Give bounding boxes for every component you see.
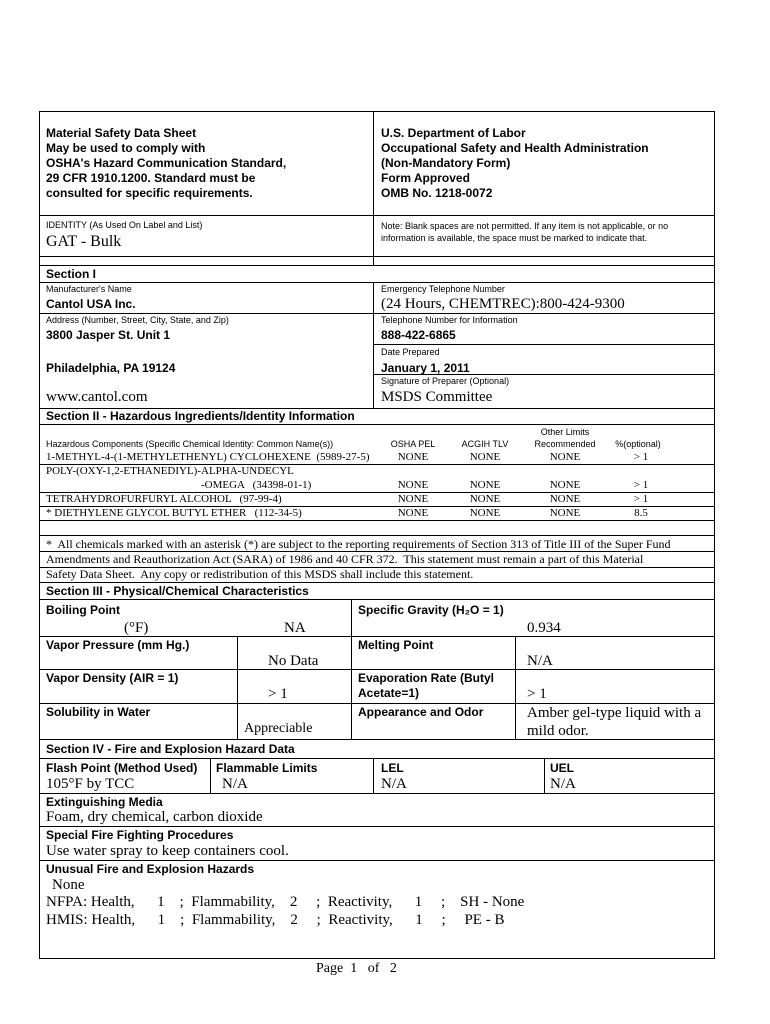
col-other: Recommended bbox=[534, 439, 596, 449]
header-left-line: 29 CFR 1910.1200. Standard must be bbox=[46, 171, 256, 185]
website-value: www.cantol.com bbox=[46, 389, 148, 405]
header-right-line: Occupational Safety and Health Administration bbox=[381, 141, 649, 155]
flash-point-label: Flash Point (Method Used) bbox=[46, 761, 198, 775]
pct-value: > 1 bbox=[633, 451, 649, 463]
specific-gravity-label: Specific Gravity (H₂O = 1) bbox=[358, 603, 504, 617]
nfpa-rating-line: NFPA: Health, 1 ; Flammability, 2 ; Reactivity, 1 ; SH - None bbox=[46, 894, 525, 910]
other-value: NONE bbox=[549, 493, 581, 505]
column-divider bbox=[544, 758, 545, 793]
header-right bbox=[381, 126, 711, 201]
rule bbox=[39, 313, 714, 314]
flammable-limits-value: N/A bbox=[222, 776, 248, 792]
page-number: Page 1 of 2 bbox=[316, 961, 397, 976]
sara-note-line: * All chemicals marked with an asterisk (*) are subject to the reporting requirements of Section 313 of Title III of the Super Fund bbox=[46, 537, 671, 551]
address-line-2: Philadelphia, PA 19124 bbox=[46, 361, 176, 375]
rule bbox=[39, 860, 714, 861]
column-divider bbox=[373, 282, 374, 408]
flammable-limits-label: Flammable Limits bbox=[216, 761, 318, 775]
date-label: Date Prepared bbox=[381, 347, 440, 357]
col-osha: OSHA PEL bbox=[390, 439, 436, 449]
lel-label: LEL bbox=[381, 761, 404, 775]
header-divider bbox=[373, 111, 374, 266]
rule bbox=[39, 582, 714, 583]
column-divider bbox=[373, 758, 374, 793]
osha-value: NONE bbox=[397, 507, 429, 519]
pct-value: > 1 bbox=[633, 493, 649, 505]
solubility-label: Solubility in Water bbox=[46, 705, 151, 719]
component-name: 1-METHYL-4-(1-METHYLETHENYL) CYCLOHEXENE (5989-27-5) bbox=[46, 451, 370, 463]
appearance-value bbox=[527, 704, 701, 740]
rule bbox=[39, 793, 714, 794]
table-row bbox=[46, 479, 706, 493]
emergency-value: (24 Hours, CHEMTREC):800-424-9300 bbox=[381, 296, 625, 312]
other-value: NONE bbox=[549, 479, 581, 491]
signature-label: Signature of Preparer (Optional) bbox=[381, 376, 510, 386]
header-right-line: OMB No. 1218-0072 bbox=[381, 186, 493, 200]
manufacturer-label: Manufacturer's Name bbox=[46, 284, 132, 294]
info-phone-value: 888-422-6865 bbox=[381, 328, 456, 342]
other-value: NONE bbox=[549, 451, 581, 463]
rule bbox=[39, 599, 714, 600]
vapor-density-label: Vapor Density (AIR = 1) bbox=[46, 671, 179, 685]
header-left-line: May be used to comply with bbox=[46, 141, 206, 155]
rule bbox=[39, 520, 714, 521]
col-components: Hazardous Components (Specific Chemical Identity: Common Name(s)) bbox=[46, 439, 334, 449]
section-3-title: Section III - Physical/Chemical Characteristics bbox=[46, 584, 309, 598]
sara-note-line: Safety Data Sheet. Any copy or redistribution of this MSDS shall include this statement. bbox=[46, 567, 474, 581]
boiling-point-label: Boiling Point bbox=[46, 603, 120, 617]
extinguishing-media-value: Foam, dry chemical, carbon dioxide bbox=[46, 809, 263, 825]
identity-label: IDENTITY (As Used On Label and List) bbox=[46, 220, 203, 230]
melting-point-label: Melting Point bbox=[358, 638, 434, 652]
vapor-pressure-label: Vapor Pressure (mm Hg.) bbox=[46, 638, 190, 652]
table-row bbox=[46, 493, 706, 507]
solubility-value: Appreciable bbox=[244, 721, 313, 736]
table-row bbox=[46, 451, 706, 465]
appearance-value-line: mild odor. bbox=[527, 723, 589, 739]
hmis-rating-line: HMIS: Health, 1 ; Flammability, 2 ; Reactivity, 1 ; PE - B bbox=[46, 912, 505, 928]
address-line-1: 3800 Jasper St. Unit 1 bbox=[46, 328, 171, 342]
table-row bbox=[46, 465, 706, 479]
lel-value: N/A bbox=[381, 776, 407, 792]
other-value: NONE bbox=[549, 507, 581, 519]
column-divider bbox=[237, 636, 238, 739]
component-name: TETRAHYDROFURFURYL ALCOHOL (97-99-4) bbox=[46, 493, 282, 505]
sara-note-line: Amendments and Reauthorization Act (SARA) of 1986 and 40 CFR 372. This statement must remain a part of this Material bbox=[46, 552, 644, 566]
unusual-hazards-label: Unusual Fire and Explosion Hazards bbox=[46, 862, 255, 876]
rule bbox=[39, 551, 714, 552]
pct-value: 8.5 bbox=[634, 507, 648, 519]
uel-value: N/A bbox=[550, 776, 576, 792]
header-right-line: Form Approved bbox=[381, 171, 470, 185]
unusual-hazards-value: None bbox=[52, 877, 85, 893]
identity-note: Note: Blank spaces are not permitted. If any item is not applicable, or no information is available, the space must be marked to indicate that. bbox=[381, 221, 669, 243]
rule bbox=[39, 215, 714, 216]
flash-point-value: 105°F by TCC bbox=[46, 776, 135, 792]
sara-note bbox=[46, 537, 710, 582]
rule bbox=[39, 739, 714, 740]
rule bbox=[39, 669, 714, 670]
rule bbox=[39, 282, 714, 283]
rule bbox=[39, 826, 714, 827]
section-2-title: Section II - Hazardous Ingredients/Identity Information bbox=[46, 409, 355, 423]
section-4-title: Section IV - Fire and Explosion Hazard Data bbox=[46, 742, 295, 756]
header-left-line: consulted for specific requirements. bbox=[46, 186, 253, 200]
uel-label: UEL bbox=[550, 761, 574, 775]
emergency-label: Emergency Telephone Number bbox=[381, 284, 505, 294]
rule bbox=[39, 265, 714, 266]
info-phone-label: Telephone Number for Information bbox=[381, 315, 518, 325]
signature-value: MSDS Committee bbox=[381, 389, 493, 405]
evaporation-rate-value: > 1 bbox=[527, 686, 547, 702]
component-name: * DIETHYLENE GLYCOL BUTYL ETHER (112-34-5) bbox=[46, 507, 302, 519]
column-divider bbox=[210, 758, 211, 793]
osha-value: NONE bbox=[397, 451, 429, 463]
appearance-label: Appearance and Odor bbox=[358, 705, 484, 719]
rule bbox=[39, 567, 714, 568]
rule bbox=[39, 758, 714, 759]
col-other-top: Other Limits bbox=[540, 427, 590, 437]
section-1-title: Section I bbox=[46, 267, 97, 281]
boiling-point-unit: (°F) bbox=[124, 620, 149, 636]
appearance-value-line: Amber gel-type liquid with a bbox=[527, 705, 702, 721]
special-procedures-value: Use water spray to keep containers cool. bbox=[46, 843, 289, 859]
header-right-line: U.S. Department of Labor bbox=[381, 126, 526, 140]
header-left-line: OSHA's Hazard Communication Standard, bbox=[46, 156, 287, 170]
rule bbox=[39, 636, 714, 637]
col-pct: %(optional) bbox=[615, 439, 661, 449]
header-left-line: Material Safety Data Sheet bbox=[46, 126, 197, 140]
col-acgih: ACGIH TLV bbox=[461, 439, 509, 449]
acgih-value: NONE bbox=[469, 479, 501, 491]
component-name: -OMEGA (34398-01-1) bbox=[201, 479, 312, 491]
vapor-density-value: > 1 bbox=[268, 686, 288, 702]
osha-value: NONE bbox=[397, 479, 429, 491]
header-right-line: (Non-Mandatory Form) bbox=[381, 156, 511, 170]
component-name: POLY-(OXY-1,2-ETHANEDIYL)-ALPHA-UNDECYL bbox=[46, 465, 294, 477]
rule bbox=[374, 374, 714, 375]
acgih-value: NONE bbox=[469, 507, 501, 519]
evaporation-rate-label-line: Evaporation Rate (Butyl bbox=[358, 671, 495, 685]
vapor-pressure-value: No Data bbox=[268, 653, 319, 669]
rule bbox=[374, 344, 714, 345]
header-left bbox=[46, 126, 366, 201]
rule bbox=[39, 256, 714, 257]
acgih-value: NONE bbox=[469, 493, 501, 505]
evaporation-rate-label bbox=[358, 671, 494, 701]
acgih-value: NONE bbox=[469, 451, 501, 463]
extinguishing-media-label: Extinguishing Media bbox=[46, 795, 163, 809]
special-procedures-label: Special Fire Fighting Procedures bbox=[46, 828, 234, 842]
address-label: Address (Number, Street, City, State, and Zip) bbox=[46, 315, 229, 325]
melting-point-value: N/A bbox=[527, 653, 553, 669]
osha-value: NONE bbox=[397, 493, 429, 505]
date-value: January 1, 2011 bbox=[381, 361, 470, 375]
specific-gravity-value: 0.934 bbox=[527, 620, 561, 636]
rule bbox=[39, 535, 714, 536]
identity-value: GAT - Bulk bbox=[46, 233, 122, 250]
column-divider bbox=[515, 636, 516, 739]
rule bbox=[39, 424, 714, 425]
evaporation-rate-label-line: Acetate=1) bbox=[358, 686, 420, 700]
manufacturer-value: Cantol USA Inc. bbox=[46, 297, 136, 311]
pct-value: > 1 bbox=[633, 479, 649, 491]
table-row bbox=[46, 507, 706, 521]
boiling-point-value: NA bbox=[284, 620, 306, 636]
